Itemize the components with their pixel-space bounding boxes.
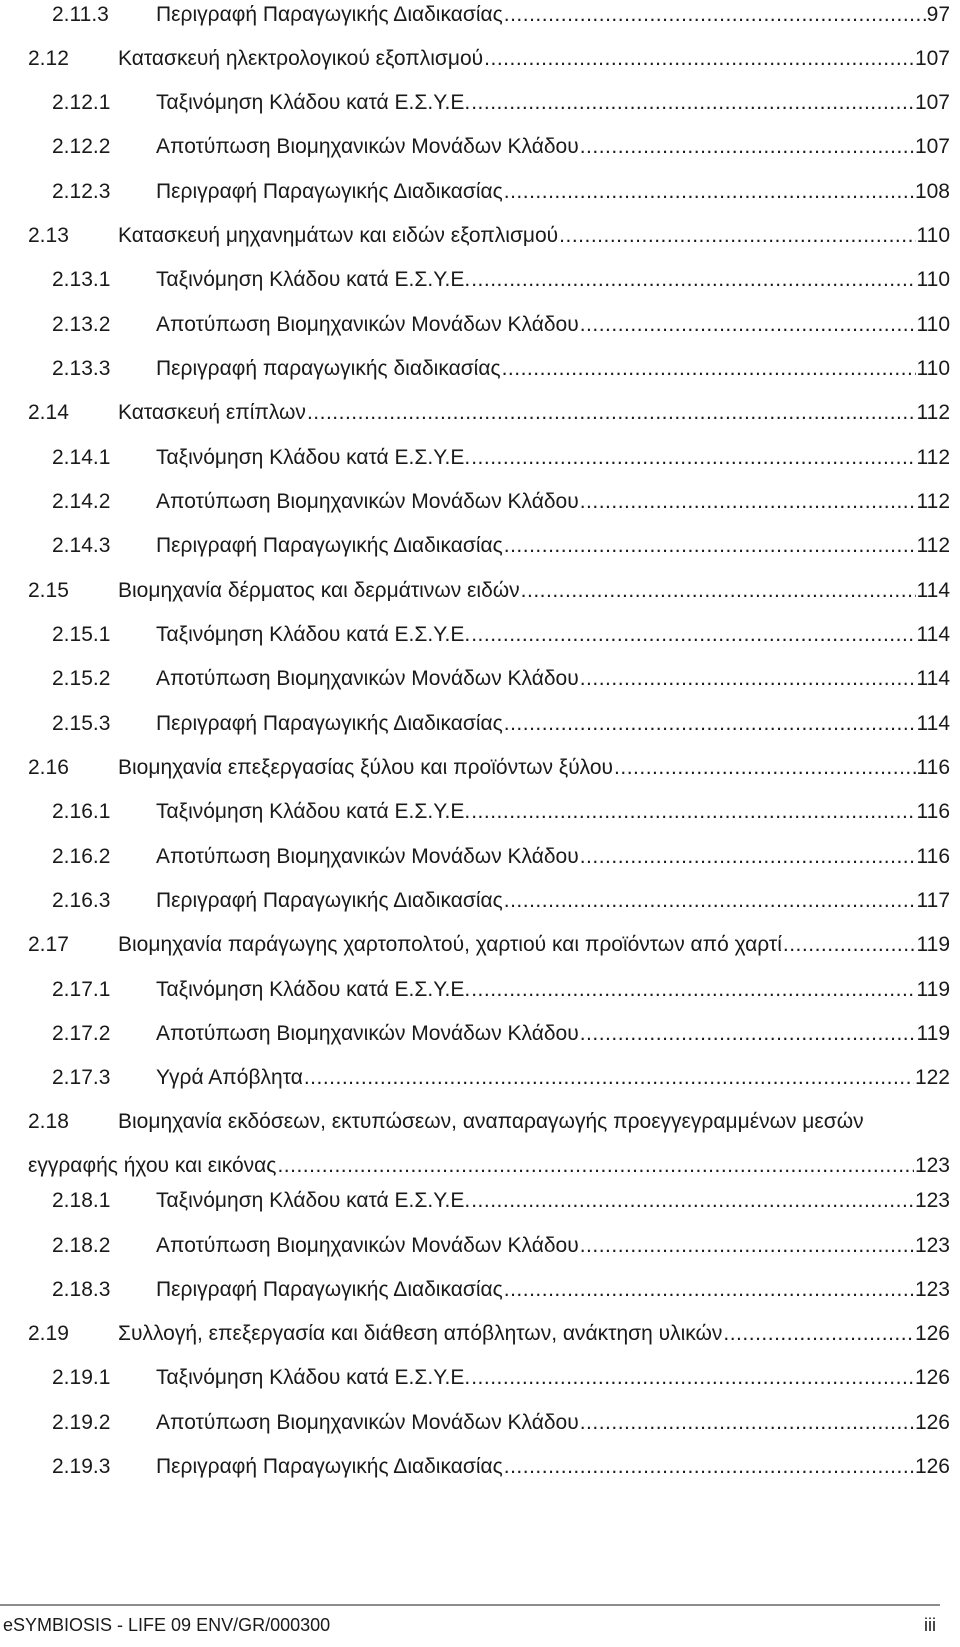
toc-entry-title: Βιομηχανία εκδόσεων, εκτυπώσεων, αναπαραγωγής προεγγεγραμμένων μεσών	[118, 1110, 864, 1133]
toc-entry-page: 114	[916, 579, 950, 602]
toc-entry-number: 2.13.1	[52, 268, 111, 291]
toc-dot-leader	[580, 667, 916, 690]
toc-entry-page: 119	[916, 1022, 950, 1045]
toc-entry-number: 2.12	[28, 47, 69, 70]
toc-dot-leader	[504, 1278, 914, 1301]
toc-entry-number: 2.14.3	[52, 534, 111, 557]
toc-entry-page: 114	[916, 667, 950, 690]
toc-dot-leader	[307, 401, 916, 424]
toc-entry[interactable]	[28, 1411, 950, 1434]
toc-entry-page: 116	[916, 756, 950, 779]
toc-entry-page: 112	[916, 490, 950, 513]
toc-dot-leader	[504, 1455, 914, 1478]
toc-entry[interactable]	[28, 1066, 950, 1089]
toc-entry-title: Ταξινόμηση Κλάδου κατά Ε.Σ.Υ.Ε.	[156, 91, 471, 114]
toc-entry-number: 2.19.1	[52, 1366, 111, 1389]
toc-entry-title: Αποτύπωση Βιομηχανικών Μονάδων Κλάδου	[156, 1234, 579, 1257]
toc-entry-number: 2.18.3	[52, 1278, 111, 1301]
toc-dot-leader	[471, 268, 915, 291]
toc-entry-number: 2.13	[28, 224, 69, 247]
toc-entry-title: Αποτύπωση Βιομηχανικών Μονάδων Κλάδου	[156, 313, 579, 336]
toc-entry-title: Περιγραφή παραγωγικής διαδικασίας	[156, 357, 501, 380]
footer-page-number: iii	[924, 1615, 936, 1635]
toc-entry[interactable]	[28, 268, 950, 291]
toc-entry-page: 123	[914, 1234, 950, 1257]
toc-dot-leader	[580, 490, 916, 513]
toc-dot-leader	[471, 91, 914, 114]
toc-dot-leader	[504, 889, 916, 912]
toc-dot-leader	[504, 534, 916, 557]
toc-entry-title: Ταξινόμηση Κλάδου κατά Ε.Σ.Υ.Ε.	[156, 268, 471, 291]
toc-entry-title: Ταξινόμηση Κλάδου κατά Ε.Σ.Υ.Ε.	[156, 978, 471, 1001]
toc-entry-title: Συλλογή, επεξεργασία και διάθεση απόβλητων, ανάκτηση υλικών	[118, 1322, 723, 1345]
toc-entry-page: 112	[916, 534, 950, 557]
toc-dot-leader	[471, 800, 915, 823]
toc-dot-leader	[471, 1366, 914, 1389]
toc-dot-leader	[723, 1322, 914, 1345]
toc-dot-leader	[484, 47, 914, 70]
toc-entry-number: 2.18.2	[52, 1234, 111, 1257]
toc-entry-title: Ταξινόμηση Κλάδου κατά Ε.Σ.Υ.Ε.	[156, 800, 471, 823]
toc-entry-title: Κατασκευή επίπλων	[118, 401, 306, 424]
toc-entry[interactable]	[28, 800, 950, 823]
toc-entry-number: 2.18	[28, 1110, 69, 1133]
toc-entry-title: Ταξινόμηση Κλάδου κατά Ε.Σ.Υ.Ε.	[156, 446, 471, 469]
toc-entry[interactable]	[28, 47, 950, 70]
toc-entry-number: 2.11.3	[52, 3, 109, 26]
toc-entry-title: Ταξινόμηση Κλάδου κατά Ε.Σ.Υ.Ε.	[156, 623, 471, 646]
toc-dot-leader	[504, 180, 914, 203]
toc-dot-leader	[504, 712, 916, 735]
toc-entry-title: Κατασκευή μηχανημάτων και ειδών εξοπλισμού	[118, 224, 559, 247]
toc-entry-number: 2.15.3	[52, 712, 111, 735]
toc-dot-leader	[504, 3, 926, 26]
toc-entry[interactable]	[28, 1455, 950, 1478]
toc-entry[interactable]	[28, 1322, 950, 1345]
toc-dot-leader	[580, 1022, 916, 1045]
toc-entry-number: 2.17.1	[52, 978, 111, 1001]
toc-entry-number: 2.19.2	[52, 1411, 111, 1434]
toc-entry-page: 108	[914, 180, 950, 203]
toc-entry[interactable]	[28, 1278, 950, 1301]
toc-entry[interactable]	[28, 446, 950, 469]
toc-entry-title: Υγρά Απόβλητα	[156, 1066, 303, 1089]
toc-entry-page: 119	[916, 933, 950, 956]
toc-entry-title: Αποτύπωση Βιομηχανικών Μονάδων Κλάδου	[156, 1411, 579, 1434]
toc-entry-page: 110	[916, 268, 950, 291]
toc-dot-leader	[471, 446, 915, 469]
toc-entry-title: Περιγραφή Παραγωγικής Διαδικασίας	[156, 1278, 503, 1301]
toc-entry-page: 123	[914, 1154, 950, 1177]
toc-dot-leader	[580, 845, 916, 868]
toc-entry-number: 2.16	[28, 756, 69, 779]
toc-entry-page: 126	[914, 1322, 950, 1345]
toc-entry[interactable]	[28, 845, 950, 868]
toc-dot-leader	[580, 1234, 914, 1257]
toc-entry-title: Βιομηχανία παράγωγης χαρτοπολτού, χαρτιού και προϊόντων από χαρτί	[118, 933, 782, 956]
toc-entry-number: 2.18.1	[52, 1189, 111, 1212]
toc-entry-page: 114	[916, 623, 950, 646]
toc-entry-number: 2.16.2	[52, 845, 111, 868]
toc-entry[interactable]	[28, 357, 950, 380]
toc-entry[interactable]	[28, 978, 950, 1001]
toc-entry-number: 2.14	[28, 401, 69, 424]
toc-entry[interactable]	[28, 889, 950, 912]
toc-dot-leader	[580, 313, 916, 336]
toc-entry-number: 2.17.3	[52, 1066, 111, 1089]
toc-entry-title: Αποτύπωση Βιομηχανικών Μονάδων Κλάδου	[156, 845, 579, 868]
toc-entry[interactable]	[28, 313, 950, 336]
toc-entry-number: 2.15.1	[52, 623, 111, 646]
toc-entry-title: Βιομηχανία δέρματος και δερμάτινων ειδών	[118, 579, 520, 602]
toc-entry-number: 2.13.2	[52, 313, 111, 336]
toc-entry-title: Αποτύπωση Βιομηχανικών Μονάδων Κλάδου	[156, 135, 579, 158]
toc-entry-title: Αποτύπωση Βιομηχανικών Μονάδων Κλάδου	[156, 667, 579, 690]
toc-entry[interactable]	[28, 933, 950, 956]
toc-entry-number: 2.12.1	[52, 91, 111, 114]
toc-entry[interactable]	[28, 3, 950, 26]
toc-entry[interactable]	[28, 91, 950, 114]
toc-entry-number: 2.14.1	[52, 446, 111, 469]
toc-dot-leader	[277, 1154, 914, 1177]
toc-dot-leader	[614, 756, 915, 779]
toc-entry-title: Περιγραφή Παραγωγικής Διαδικασίας	[156, 534, 503, 557]
toc-entry-page: 97	[926, 3, 950, 26]
toc-entry-page: 110	[916, 224, 950, 247]
toc-entry-page: 119	[916, 978, 950, 1001]
toc-entry-title: Κατασκευή ηλεκτρολογικού εξοπλισμού	[118, 47, 484, 70]
toc-entry[interactable]	[28, 623, 950, 646]
toc-entry-number: 2.17.2	[52, 1022, 111, 1045]
toc-entry[interactable]	[28, 534, 950, 557]
toc-entry-page: 126	[914, 1366, 950, 1389]
toc-entry[interactable]	[28, 490, 950, 513]
toc-entry-page: 112	[916, 401, 950, 424]
toc-entry-title: Αποτύπωση Βιομηχανικών Μονάδων Κλάδου	[156, 1022, 579, 1045]
footer-project-label: eSYMBIOSIS - LIFE 09 ENV/GR/000300	[3, 1615, 331, 1635]
toc-entry-page: 116	[916, 845, 950, 868]
footer-divider	[0, 1604, 940, 1606]
toc-dot-leader	[559, 224, 915, 247]
toc-entry-page: 110	[916, 357, 950, 380]
toc-entry-number: 2.15.2	[52, 667, 111, 690]
toc-entry-number: 2.12.2	[52, 135, 111, 158]
toc-entry-number: 2.15	[28, 579, 69, 602]
toc-entry-number: 2.14.2	[52, 490, 111, 513]
toc-dot-leader	[580, 1411, 914, 1434]
toc-entry[interactable]	[28, 135, 950, 158]
toc-dot-leader	[502, 357, 916, 380]
toc-entry-page: 114	[916, 712, 950, 735]
toc-entry[interactable]	[28, 1366, 950, 1389]
toc-dot-leader	[521, 579, 916, 602]
toc-entry-number: 2.17	[28, 933, 69, 956]
toc-entry[interactable]	[28, 579, 950, 602]
toc-entry[interactable]	[28, 667, 950, 690]
toc-entry-page: 122	[914, 1066, 950, 1089]
toc-entry[interactable]	[28, 1110, 950, 1177]
toc-entry-number: 2.16.3	[52, 889, 111, 912]
toc-entry-page: 116	[916, 800, 950, 823]
toc-entry-page: 123	[914, 1278, 950, 1301]
toc-entry[interactable]	[28, 401, 950, 424]
toc-entry[interactable]	[28, 756, 950, 779]
toc-entry[interactable]	[28, 1022, 950, 1045]
toc-entry-page: 126	[914, 1455, 950, 1478]
toc-entry-page: 117	[916, 889, 950, 912]
toc-entry-page: 107	[914, 91, 950, 114]
toc-entry-title: Περιγραφή Παραγωγικής Διαδικασίας	[156, 180, 503, 203]
toc-entry-number: 2.16.1	[52, 800, 111, 823]
toc-entry-page: 107	[914, 135, 950, 158]
toc-entry-page: 110	[916, 313, 950, 336]
toc-dot-leader	[471, 1189, 914, 1212]
toc-entry-page: 107	[914, 47, 950, 70]
toc-entry-page: 126	[914, 1411, 950, 1434]
toc-dot-leader	[471, 623, 915, 646]
toc-entry[interactable]	[28, 1234, 950, 1257]
toc-entry-title: Περιγραφή Παραγωγικής Διαδικασίας	[156, 3, 503, 26]
toc-entry[interactable]	[28, 180, 950, 203]
toc-entry-title-continuation: εγγραφής ήχου και εικόνας	[28, 1154, 277, 1177]
toc-entry-title: Αποτύπωση Βιομηχανικών Μονάδων Κλάδου	[156, 490, 579, 513]
toc-dot-leader	[580, 135, 914, 158]
toc-entry-title: Περιγραφή Παραγωγικής Διαδικασίας	[156, 1455, 503, 1478]
toc-entry-title: Ταξινόμηση Κλάδου κατά Ε.Σ.Υ.Ε.	[156, 1189, 471, 1212]
toc-entry-title: Περιγραφή Παραγωγικής Διαδικασίας	[156, 712, 503, 735]
toc-entry-page: 123	[914, 1189, 950, 1212]
toc-entry-page: 112	[916, 446, 950, 469]
toc-dot-leader	[783, 933, 916, 956]
toc-entry-number: 2.19	[28, 1322, 69, 1345]
toc-dot-leader	[304, 1066, 914, 1089]
toc-dot-leader	[471, 978, 915, 1001]
toc-entry-number: 2.12.3	[52, 180, 111, 203]
toc-entry[interactable]	[28, 224, 950, 247]
toc-entry-title: Βιομηχανία επεξεργασίας ξύλου και προϊόντων ξύλου	[118, 756, 614, 779]
toc-entry-number: 2.19.3	[52, 1455, 111, 1478]
toc-entry-number: 2.13.3	[52, 357, 111, 380]
toc-entry[interactable]	[28, 1189, 950, 1212]
toc-entry-title: Ταξινόμηση Κλάδου κατά Ε.Σ.Υ.Ε.	[156, 1366, 471, 1389]
toc-entry-title: Περιγραφή Παραγωγικής Διαδικασίας	[156, 889, 503, 912]
toc-entry[interactable]	[28, 712, 950, 735]
